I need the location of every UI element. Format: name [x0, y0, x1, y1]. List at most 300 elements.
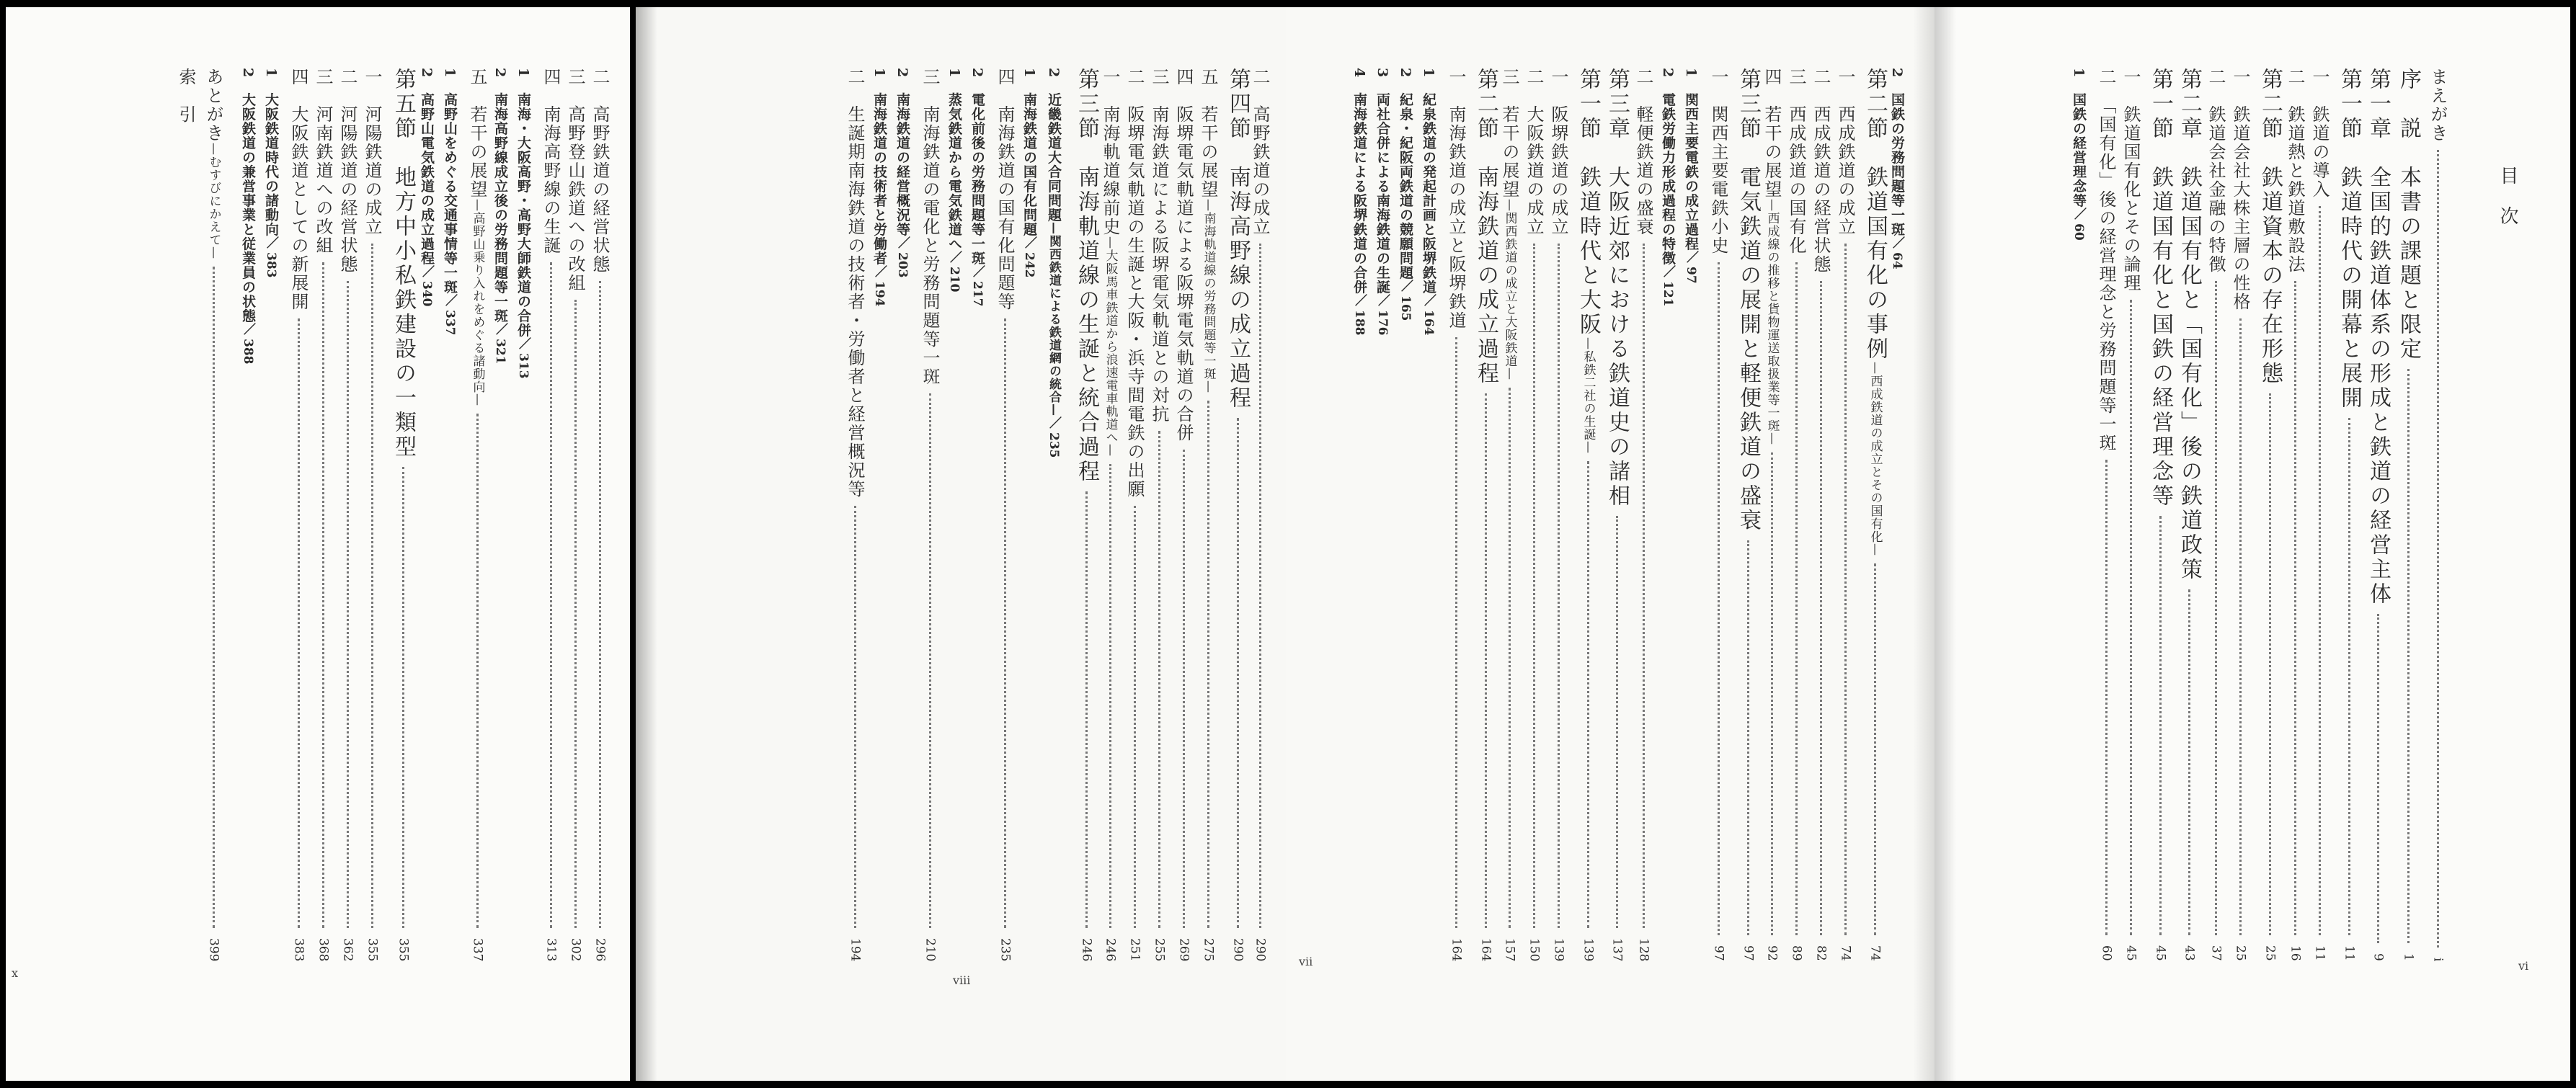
entry-page-number: 97	[1741, 945, 1756, 961]
dot-leader	[371, 244, 373, 928]
entry-page-number: 82	[1813, 945, 1829, 961]
entry-page-number: 355	[396, 937, 411, 961]
entry-title: 二 高野鉄道の経営状態	[590, 68, 610, 274]
dot-leader	[1771, 452, 1773, 935]
dot-leader	[854, 506, 856, 928]
dot-leader	[213, 267, 215, 928]
entry-subtitle: —むすびにかえて—	[206, 143, 221, 259]
entry-title: 三 南海鉄道の電化と労務問題等一斑	[920, 68, 940, 386]
entry-title: 第一節 鉄道時代と大阪	[1576, 68, 1601, 337]
toc-entry	[1710, 68, 1727, 961]
entry-title: 1 国鉄の経営理念等	[2071, 68, 2087, 208]
entry-page-number: 313	[516, 353, 530, 379]
entry-title: 2 南海鉄道の経営概況等	[894, 68, 910, 237]
dot-leader	[2377, 614, 2379, 943]
toc-entry	[872, 68, 886, 307]
entry-page-number: 11	[2342, 945, 2357, 961]
toc-entry	[1577, 68, 1599, 961]
entry-title: 五 若干の展望	[467, 68, 487, 199]
toc-entry	[1525, 68, 1542, 961]
dot-leader	[1237, 418, 1239, 928]
toc-entry	[1375, 68, 1389, 336]
toc-entry	[947, 68, 961, 293]
entry-page-number: 388	[241, 339, 255, 365]
dot-leader	[1533, 244, 1535, 928]
entry-page-number: 11	[2312, 945, 2327, 961]
entry-title: 1 南海鉄道の技術者と労働者	[871, 68, 887, 266]
entry-title: 第一節 鉄道国有化と国鉄の経営理念等	[2148, 68, 2173, 509]
dot-leader	[1207, 401, 1209, 928]
separator: ／	[1684, 251, 1698, 264]
toc-entry	[419, 68, 433, 307]
entry-title: 第三章 大阪近郊における鉄道史の諸相	[1604, 68, 1630, 509]
toc-entry	[1661, 68, 1674, 307]
dot-leader	[2215, 281, 2217, 935]
entry-title: 一 関西主要電鉄小史	[1708, 68, 1728, 255]
entry-page-number: 355	[365, 937, 380, 961]
entry-title: 一 阪堺鉄道の成立	[1548, 68, 1568, 236]
toc-entry	[392, 68, 414, 961]
entry-title: 二 河陽鉄道の経営状態	[337, 68, 357, 274]
entry-page-number: 290	[1253, 937, 1268, 961]
separator: ／	[1047, 416, 1061, 430]
entry-page-number: 210	[947, 267, 961, 293]
toc-entry	[1812, 68, 1829, 961]
entry-page-number: 321	[493, 339, 507, 365]
entry-page-number: 165	[1398, 295, 1413, 321]
toc-entry	[2367, 68, 2389, 961]
toc-page-vii	[1286, 7, 1935, 1081]
entry-page-number: 89	[1789, 945, 1804, 961]
entry-page-number: 9	[2371, 953, 2386, 961]
entry-title: 第二節 鉄道国有化の事例	[1862, 68, 1888, 362]
entry-title: 2 近畿鉄道大合同問題	[1046, 68, 1062, 223]
toc-entry	[2122, 68, 2139, 961]
dot-leader	[1616, 516, 1618, 928]
entry-title: 一 西成鉄道の成立	[1835, 68, 1855, 236]
entry-title: 第四節 南海高野線の成立過程	[1225, 68, 1251, 411]
dot-leader	[1158, 431, 1160, 928]
toc-entry	[542, 68, 559, 961]
separator: ／	[2071, 208, 2086, 221]
dot-leader	[1183, 450, 1185, 928]
dot-leader	[1134, 506, 1136, 928]
toc-entry	[290, 68, 307, 961]
entry-title: 一 鉄道国有化とその論理	[2120, 68, 2141, 293]
dot-leader	[1874, 563, 1876, 935]
toc-entry	[2071, 68, 2085, 241]
entry-title: 2 大阪鉄道の兼営事業と従業員の状態	[240, 68, 256, 324]
entry-title: 1 蒸気鉄道から電気鉄道へ	[946, 68, 962, 251]
toc-entry	[2397, 68, 2419, 961]
entry-page-number: 139	[1581, 937, 1596, 961]
separator: ／	[1890, 236, 1904, 250]
entry-page-number: 164	[1421, 310, 1436, 336]
entry-title: 第三節 電気鉄道の展開と軽便鉄道の盛衰	[1736, 68, 1761, 533]
toc-entry	[205, 68, 222, 961]
entry-title: 2 紀泉・紀阪両鉄道の競願問題	[1398, 68, 1413, 280]
entry-title: 1 高野山をめぐる交通事情等一斑	[442, 68, 458, 295]
entry-page-number: 176	[1375, 310, 1390, 336]
entry-page-number: 16	[2288, 945, 2303, 961]
toc-entry	[2178, 68, 2200, 961]
toc-entry	[1684, 68, 1697, 284]
entry-title: 二 大阪鉄道の成立	[1524, 68, 1544, 236]
toc-entry	[970, 68, 984, 307]
entry-title: 第三節 南海軌道線の生誕と統合過程	[1074, 68, 1099, 484]
entry-page-number: 45	[2123, 945, 2138, 961]
entry-title: 一 鉄道の導入	[2309, 68, 2329, 199]
entry-page-number: 340	[419, 281, 434, 307]
toc-entry	[1398, 68, 1412, 321]
entry-title: 二 鉄道会社金融の特徴	[2206, 68, 2226, 274]
entry-title: 五 若干の展望	[1198, 68, 1218, 199]
entry-title: 2 電鉄労働力形成過程の特徴	[1660, 68, 1676, 266]
dot-leader	[574, 300, 577, 928]
dot-leader	[2239, 318, 2242, 935]
entry-page-number: 25	[2262, 945, 2278, 961]
page-number: viii	[953, 973, 971, 987]
entry-page-number: 368	[316, 937, 331, 961]
dot-leader	[2105, 460, 2108, 935]
toc-entry	[2149, 68, 2171, 961]
entry-page-number: 128	[1636, 937, 1651, 961]
entry-page-number: 74	[1867, 945, 1883, 961]
dot-leader	[2437, 150, 2439, 947]
entry-page-number: 235	[1047, 432, 1061, 458]
toc-entry	[2231, 68, 2249, 961]
entry-title: あとがき	[203, 68, 223, 143]
separator: ／	[895, 236, 910, 250]
separator: ／	[872, 265, 887, 279]
entry-page-number: 97	[1684, 267, 1698, 284]
entry-title: 1 南海・大阪高野・高野大師鉄道の合併	[515, 68, 531, 338]
entry-page-number: 235	[998, 937, 1013, 961]
toc-entry	[339, 68, 356, 961]
toc-entry	[1836, 68, 1854, 961]
dot-leader	[1718, 262, 1720, 935]
dot-leader	[2159, 516, 2162, 935]
entry-subtitle: —関西鉄道による鉄道網の統合—	[1047, 222, 1061, 417]
toc-entry	[1101, 68, 1119, 961]
entry-page-number: 1	[2401, 953, 2416, 961]
toc-entry	[1475, 68, 1496, 961]
entry-title: 三 高野登山鉄道への改組	[565, 68, 585, 293]
entry-page-number: 74	[1838, 945, 1853, 961]
toc-entry	[363, 68, 381, 961]
entry-title: 2 国鉄の労務問題等一斑	[1889, 68, 1905, 237]
entry-page-number: 157	[1502, 937, 1517, 961]
entry-page-number: 313	[543, 937, 559, 961]
toc-page-x	[6, 7, 630, 1081]
entry-page-number: 164	[1478, 937, 1493, 961]
entry-title: 第二章 鉄道国有化と「国有化」後の鉄道政策	[2177, 68, 2202, 582]
dot-leader	[2269, 393, 2271, 935]
entry-title: 二 高野鉄道の成立	[1250, 68, 1270, 236]
entry-subtitle: —大阪馬車鉄道から浪速電車軌道へ—	[1103, 236, 1118, 457]
entry-page-number: 217	[970, 281, 985, 307]
entry-title: 一 鉄道会社大株主層の性格	[2230, 68, 2250, 311]
toc-entry	[1421, 68, 1435, 336]
toc-entry	[1075, 68, 1097, 961]
dot-leader	[1820, 281, 1822, 935]
toc-entry	[591, 68, 608, 961]
entry-page-number: 194	[848, 937, 863, 961]
separator: ／	[970, 265, 985, 279]
entry-page-number: 43	[2182, 945, 2197, 961]
dot-leader	[476, 414, 479, 928]
toc-entry	[493, 68, 507, 365]
dot-leader	[1747, 540, 1749, 935]
toc-entry	[516, 68, 530, 379]
dot-leader	[599, 281, 601, 928]
separator: ／	[419, 265, 434, 279]
entry-page-number: 242	[1022, 252, 1036, 278]
dot-leader	[2348, 418, 2350, 935]
toc-entry	[2429, 68, 2446, 961]
toc-entry	[921, 68, 938, 961]
dot-leader	[298, 318, 300, 928]
gutter-shadow	[636, 7, 657, 1081]
toc-entry	[1225, 68, 1251, 961]
toc-entry	[1787, 68, 1805, 961]
toc-entry	[1737, 68, 1759, 961]
entry-page-number: 37	[2208, 945, 2224, 961]
toc-entry	[895, 68, 909, 278]
entry-title: 索 引	[176, 68, 196, 124]
entry-page-number: 139	[1551, 937, 1566, 961]
toc-entry	[2311, 68, 2328, 961]
entry-page-number: 246	[1103, 937, 1118, 961]
toc-entry	[1550, 68, 1567, 961]
entry-title: 三 若干の展望	[1499, 68, 1519, 199]
gutter-shadow	[1935, 7, 1956, 1081]
page-number: vi	[2518, 959, 2529, 973]
entry-title: 四 若干の展望	[1762, 68, 1782, 199]
toc-title	[2498, 166, 2517, 226]
entry-title: 三 西成鉄道の国有化	[1786, 68, 1806, 255]
entry-title: 一 南海軌道線前史	[1100, 68, 1120, 236]
entry-title: 1 南海鉄道の国有化問題	[1021, 68, 1037, 237]
entry-title: 三 南海鉄道による阪堺電気軌道との対抗	[1149, 68, 1169, 424]
entry-title: 四 南海鉄道の国有化問題等	[995, 68, 1015, 311]
toc-entry	[1890, 68, 1904, 269]
entry-subtitle: —高野山乗り入れをめぐる諸動向—	[470, 199, 485, 406]
entry-page-number: 97	[1711, 945, 1726, 961]
dot-leader	[1558, 244, 1560, 928]
entry-page-number: 362	[340, 937, 355, 961]
toc-entry	[1635, 68, 1652, 961]
entry-page-number: 251	[1127, 937, 1142, 961]
separator: ／	[1421, 294, 1436, 308]
entry-title: 三 河南鉄道への改組	[313, 68, 333, 255]
entry-title: 第一節 鉄道時代の開幕と展開	[2337, 68, 2362, 411]
entry-page-number: 60	[2099, 945, 2114, 961]
dot-leader	[1643, 244, 1645, 928]
toc-entry	[314, 68, 332, 961]
dot-leader	[1109, 464, 1111, 928]
toc-page-viii	[636, 7, 1293, 1081]
entry-page-number: 290	[1230, 937, 1245, 961]
toc-entry	[846, 68, 863, 961]
entry-page-number: 337	[443, 310, 457, 336]
entry-page-number: 296	[592, 937, 608, 961]
entry-title: 第二節 南海鉄道の成立過程	[1473, 68, 1498, 386]
toc-entry	[2286, 68, 2304, 961]
entry-page-number: 60	[2071, 223, 2086, 241]
toc-entry	[2207, 68, 2224, 961]
dot-leader	[929, 393, 931, 928]
toc-entry	[468, 68, 486, 961]
entry-subtitle: —西成鉄道の成立とその国有化—	[1867, 362, 1883, 556]
entry-page-number: 150	[1527, 937, 1542, 961]
gutter-shadow	[1913, 7, 1935, 1081]
dot-leader	[1085, 491, 1088, 928]
entry-title: 二 西成鉄道の経営状態	[1811, 68, 1831, 274]
toc-entry	[1763, 68, 1780, 961]
toc-page-vi	[1935, 7, 2570, 1081]
entry-page-number: 383	[291, 937, 306, 961]
entry-title: 第一章 全国的鉄道体系の形成と鉄道の経営主体	[2366, 68, 2391, 607]
entry-title: 一 南海鉄道の成立と阪堺鉄道	[1446, 68, 1466, 330]
toc-entry	[241, 68, 254, 365]
dot-leader	[2407, 369, 2410, 943]
entry-page-number: 194	[872, 281, 887, 307]
dot-leader	[2188, 589, 2190, 935]
entry-subtitle: —南海軌道線の労務問題等一斑—	[1201, 199, 1216, 393]
separator: ／	[1022, 236, 1036, 250]
entry-title: 二 「国有化」後の経営理念と労務問題等一斑	[2096, 68, 2116, 452]
toc-entry	[1604, 68, 1630, 961]
entry-title: 四 阪堺電気軌道による阪堺電気軌道の合併	[1173, 68, 1194, 442]
dot-leader	[550, 262, 552, 928]
entry-title: 2 南海高野線成立後の労務問題等一斑	[492, 68, 508, 324]
separator: ／	[1352, 294, 1367, 308]
toc-entry	[1251, 68, 1269, 961]
separator: ／	[264, 236, 278, 250]
toc-entry	[567, 68, 584, 961]
toc-entry	[264, 68, 277, 278]
entry-subtitle: —私鉄二社の生誕—	[1581, 337, 1596, 454]
dot-leader	[2294, 281, 2296, 935]
entry-title: 第五節 地方中小私鉄建設の一類型	[391, 68, 416, 460]
entry-subtitle: —関西鉄道の成立と大阪鉄道—	[1502, 199, 1517, 380]
entry-page-number: 137	[1609, 937, 1625, 961]
entry-title: 目 次	[2497, 166, 2518, 226]
dot-leader	[1587, 461, 1589, 928]
toc-entry	[177, 68, 195, 124]
separator: ／	[1398, 280, 1413, 293]
entry-page-number: i	[2430, 957, 2446, 961]
entry-page-number: 92	[1764, 945, 1780, 961]
entry-subtitle: —西成線の推移と貨物運送取扱業等一斑—	[1764, 199, 1780, 445]
entry-title: 2 高野山電気鉄道の成立過程	[419, 68, 435, 266]
toc-entry	[1199, 68, 1217, 961]
entry-page-number: 25	[2233, 945, 2248, 961]
entry-title: 3 両社合併による南海鉄道の生誕	[1374, 68, 1390, 295]
entry-page-number: 302	[568, 937, 583, 961]
dot-leader	[1795, 262, 1798, 935]
entry-title: 1 大阪鉄道時代の諸動向	[263, 68, 279, 237]
page-number: x	[12, 966, 19, 980]
toc-entry	[2257, 68, 2283, 961]
toc-entry	[1150, 68, 1168, 961]
toc-entry	[1126, 68, 1143, 961]
entry-title: 第二節 鉄道資本の存在形態	[2257, 68, 2283, 386]
separator: ／	[1375, 294, 1390, 308]
dot-leader	[322, 262, 324, 928]
dot-leader	[2319, 206, 2321, 935]
entry-title: 序 説 本書の課題と限定	[2396, 68, 2421, 362]
dot-leader	[347, 281, 349, 928]
dot-leader	[402, 467, 404, 928]
entry-title: 1 関西主要電鉄の成立過程	[1683, 68, 1699, 251]
entry-page-number: 399	[206, 937, 221, 961]
entry-page-number: 203	[895, 252, 910, 278]
entry-page-number: 275	[1201, 937, 1216, 961]
entry-page-number: 164	[1449, 937, 1464, 961]
separator: ／	[241, 323, 255, 336]
toc-entry	[996, 68, 1013, 961]
entry-title: 二 鉄道熱と鉄道敷設法	[2285, 68, 2305, 274]
entry-page-number: 64	[1890, 252, 1904, 269]
toc-entry	[1022, 68, 1036, 278]
entry-title: 二 阪堺電気軌道の生誕と大阪・浜寺間電鉄の出願	[1124, 68, 1145, 499]
entry-title: 二 軽便鉄道の盛衰	[1633, 68, 1653, 236]
entry-page-number: 121	[1661, 281, 1675, 307]
entry-title: 1 紀泉鉄道の発起計画と阪堺鉄道	[1421, 68, 1436, 295]
toc-entry	[2097, 68, 2115, 961]
dot-leader	[2130, 300, 2132, 935]
dot-leader	[1509, 388, 1511, 928]
toc-entry	[1501, 68, 1518, 961]
toc-entry	[1175, 68, 1192, 961]
dot-leader	[1004, 318, 1006, 928]
entry-page-number: 210	[923, 937, 938, 961]
entry-page-number: 188	[1352, 310, 1367, 336]
separator: ／	[947, 251, 961, 264]
toc-entry	[1047, 68, 1060, 458]
entry-page-number: 383	[264, 252, 278, 278]
entry-title: 2 電化前後の労務問題等一斑	[969, 68, 985, 266]
separator: ／	[1661, 265, 1675, 279]
toc-entry	[2338, 68, 2360, 961]
entry-title: 四 南海高野線の生誕	[541, 68, 561, 255]
entry-page-number: 246	[1079, 937, 1094, 961]
dot-leader	[1455, 337, 1457, 928]
dot-leader	[1259, 244, 1261, 928]
toc-entry	[443, 68, 456, 336]
entry-title: 4 南海鉄道による阪堺鉄道の合併	[1351, 68, 1367, 295]
entry-title: 二 生誕期南海鉄道の技術者・労働者と経営概況等	[845, 68, 865, 499]
dot-leader	[1485, 393, 1487, 928]
entry-page-number: 337	[470, 937, 485, 961]
toc-entry	[1864, 68, 1886, 961]
page-number: vii	[1299, 955, 1313, 968]
entry-title: 四 大阪鉄道としての新展開	[288, 68, 308, 311]
toc-entry	[1447, 68, 1465, 961]
separator: ／	[443, 294, 457, 308]
separator: ／	[516, 337, 530, 351]
toc-entry	[1352, 68, 1366, 336]
separator: ／	[493, 323, 507, 336]
dot-leader	[1844, 244, 1847, 935]
entry-page-number: 255	[1152, 937, 1167, 961]
entry-page-number: 269	[1176, 937, 1191, 961]
entry-title: まえがき	[2428, 68, 2448, 143]
entry-title: 一 河陽鉄道の成立	[362, 68, 382, 236]
entry-page-number: 45	[2153, 945, 2168, 961]
